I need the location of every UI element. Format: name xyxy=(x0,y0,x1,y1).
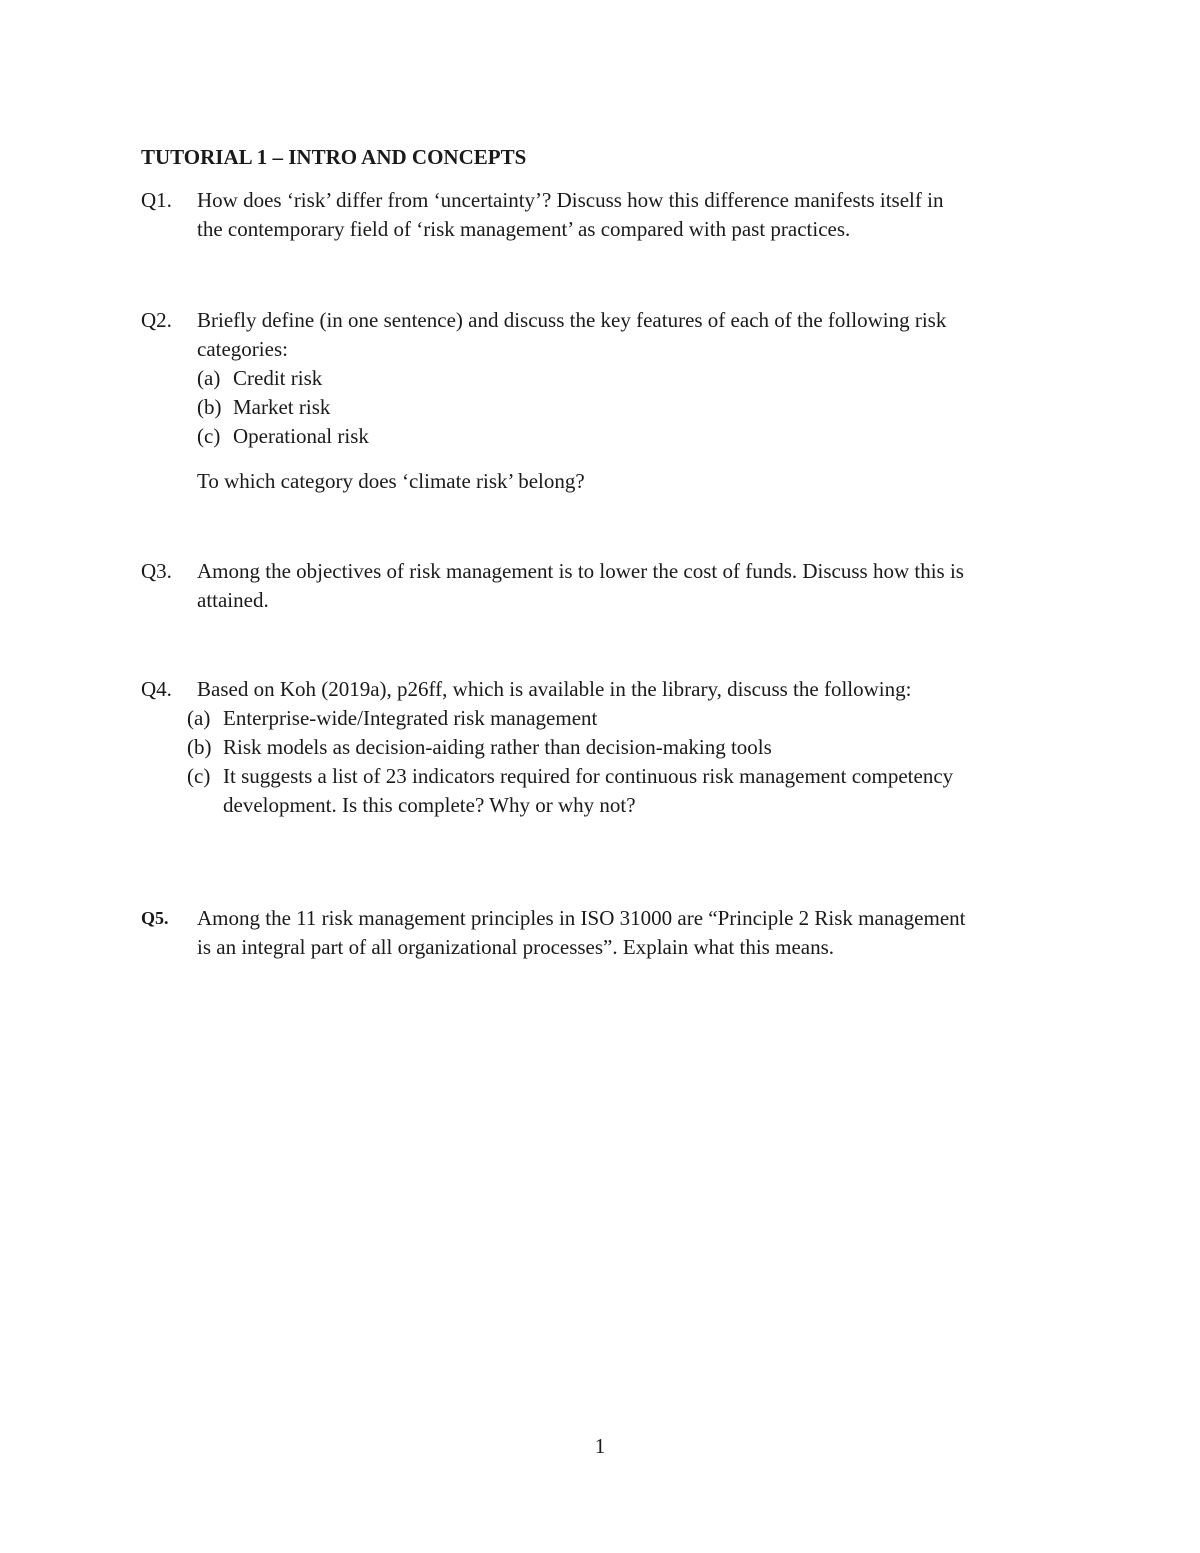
question-body xyxy=(197,557,1071,615)
question-2 xyxy=(141,306,1071,496)
list-item-label: (a) xyxy=(197,366,221,390)
list-item xyxy=(187,762,1061,820)
question-number: Q2. xyxy=(141,308,172,332)
list-item-label: (c) xyxy=(197,424,221,448)
list-item-label: (c) xyxy=(187,764,211,788)
list-item-text: Market risk xyxy=(233,395,331,419)
list-item-text: It suggests a list of 23 indicators required for continuous risk management competency xyxy=(223,764,954,788)
question-1 xyxy=(141,186,1071,244)
question-number: Q3. xyxy=(141,559,172,583)
question-text-line: How does ‘risk’ differ from ‘uncertainty’? Discuss how this difference manifests itself in xyxy=(197,188,944,212)
document-title: TUTORIAL 1 – INTRO AND CONCEPTS xyxy=(141,145,527,169)
list-item-text: Enterprise-wide/Integrated risk management xyxy=(223,706,598,730)
list-item xyxy=(187,733,1061,762)
question-text-line: the contemporary field of ‘risk management’ as compared with past practices. xyxy=(197,217,851,241)
list-item-label: (a) xyxy=(187,706,211,730)
list-item xyxy=(187,704,1061,733)
question-body xyxy=(197,904,1071,962)
list-item-text: Risk models as decision-aiding rather than decision-making tools xyxy=(223,735,772,759)
question-body xyxy=(197,306,1071,496)
list-item-text: Credit risk xyxy=(233,366,323,390)
question-text-line: Among the 11 risk management principles in ISO 31000 are “Principle 2 Risk management xyxy=(197,906,966,930)
question-body xyxy=(197,186,1071,244)
list-item-label: (b) xyxy=(197,395,222,419)
list-item-text: Operational risk xyxy=(233,424,369,448)
question-5 xyxy=(141,904,1071,962)
question-text-line: is an integral part of all organizational processes”. Explain what this means. xyxy=(197,935,835,959)
question-number: Q1. xyxy=(141,188,172,212)
list-item xyxy=(197,393,1071,422)
list-item-text-continued: development. Is this complete? Why or why not? xyxy=(223,793,636,817)
question-4 xyxy=(141,675,1071,820)
page-number: 1 xyxy=(594,1434,606,1458)
question-number: Q5. xyxy=(141,908,169,928)
list-item xyxy=(197,422,1071,451)
question-followup: To which category does ‘climate risk’ belong? xyxy=(197,469,585,493)
question-number: Q4. xyxy=(141,677,172,701)
question-text-line: attained. xyxy=(197,588,269,612)
list-item xyxy=(197,364,1071,393)
question-text-line: Briefly define (in one sentence) and discuss the key features of each of the following risk xyxy=(197,308,947,332)
question-text-line: categories: xyxy=(197,337,288,361)
question-3 xyxy=(141,557,1071,615)
question-body xyxy=(187,675,1071,820)
list-item-label: (b) xyxy=(187,735,212,759)
question-text-line: Among the objectives of risk management is to lower the cost of funds. Discuss how this is xyxy=(197,559,964,583)
question-text-line: Based on Koh (2019a), p26ff, which is available in the library, discuss the following: xyxy=(197,677,912,701)
